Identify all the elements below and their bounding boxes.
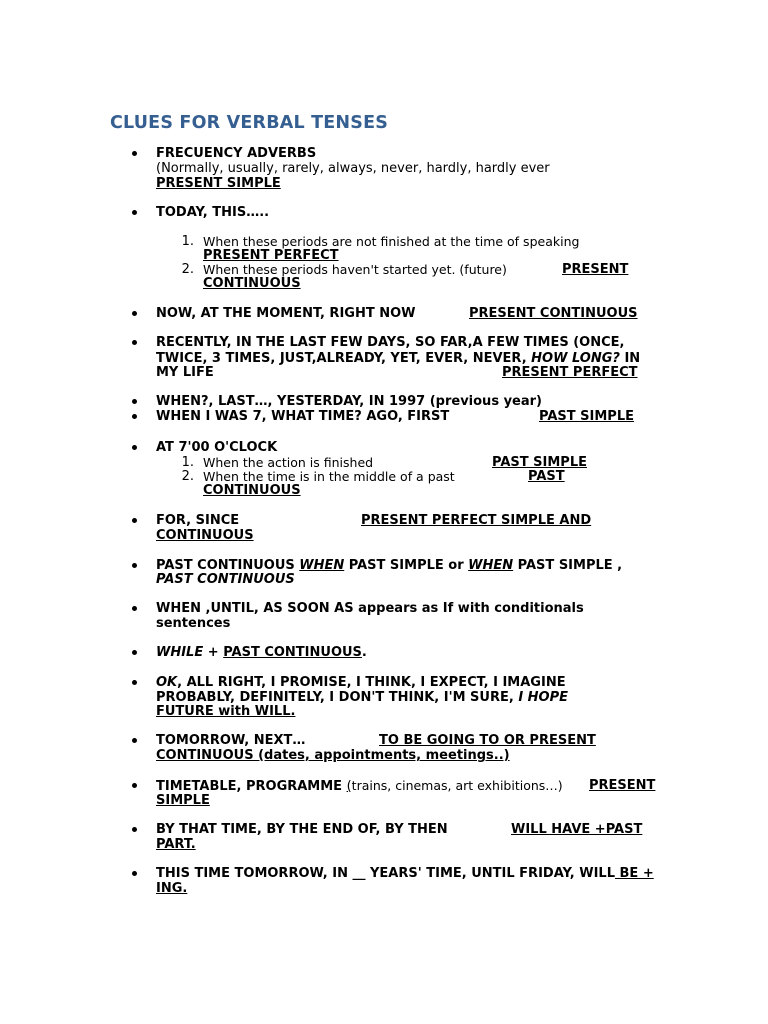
bullet-dot [132, 311, 137, 316]
bullet-dot [132, 606, 137, 611]
now-clue: NOW, AT THE MOMENT, RIGHT NOW [156, 306, 416, 321]
tense-future-continuous-cont: ING. [156, 881, 188, 896]
tense-future-perfect-cont: PART. [156, 837, 196, 852]
list-number: 2. [181, 262, 194, 277]
list-number: 1. [181, 455, 194, 470]
while-clue [156, 645, 367, 660]
future-will-text: PROBABLY, DEFINITELY, I DON'T THINK, I'M SURE, [156, 690, 519, 705]
future-will-clue-line2 [156, 690, 568, 705]
bullet-dot [132, 563, 137, 568]
list-number: 1. [181, 234, 194, 249]
future-will-text: , ALL RIGHT, I PROMISE, I THINK, I EXPECT, I IMAGINE [177, 675, 566, 690]
list-number: 2. [181, 469, 194, 484]
when-keyword: WHEN [468, 558, 514, 573]
tense-present-continuous-cont: CONTINUOUS [203, 276, 301, 291]
past-continuous-text: PAST CONTINUOUS [156, 558, 300, 573]
open-paren: ( [346, 779, 352, 794]
frequency-adverbs-heading: FRECUENCY ADVERBS [156, 146, 317, 161]
bullet-dot [132, 340, 137, 345]
tense-past-continuous-cont: CONTINUOUS [203, 483, 301, 498]
past-simple-or-text: PAST SIMPLE or [344, 558, 469, 573]
tense-continuous-cont: CONTINUOUS [156, 528, 254, 543]
today-this-heading: TODAY, THIS….. [156, 205, 270, 220]
tense-present-perfect: PRESENT PERFECT [502, 365, 638, 380]
conditionals-clue-line1: WHEN ,UNTIL, AS SOON AS appears as If with conditionals [156, 601, 584, 616]
recently-clue-line1: RECENTLY, IN THE LAST FEW DAYS, SO FAR,A FEW TIMES (ONCE, [156, 335, 625, 350]
future-will-clue-line1 [156, 675, 566, 690]
timetable-examples: trains, cinemas, art exhibitions…) [351, 778, 563, 793]
conditionals-clue-line2: sentences [156, 616, 231, 631]
tense-present-simple: PRESENT [589, 778, 656, 793]
list-item-text: When these periods haven't started yet. (future) [203, 262, 507, 277]
recently-clue-text: TWICE, 3 TIMES, JUST,ALREADY, YET, EVER, NEVER, [156, 351, 532, 366]
tense-present-simple-cont: SIMPLE [156, 793, 210, 808]
bullet-dot [132, 151, 137, 156]
tense-future-will: FUTURE with WILL. [156, 704, 296, 719]
tense-present-continuous: PRESENT CONTINUOUS [469, 306, 638, 321]
while-keyword: WHILE [156, 645, 204, 660]
tense-present-simple: PRESENT SIMPLE [156, 176, 281, 191]
past-simple-text: PAST SIMPLE , [513, 558, 623, 573]
timetable-clue [156, 778, 563, 794]
when-keyword: WHEN [299, 558, 345, 573]
list-item-text: When the action is finished [203, 455, 374, 470]
bullet-dot [132, 871, 137, 876]
recently-clue-line3: MY LIFE [156, 365, 214, 380]
tense-past-continuous: PAST [528, 469, 565, 484]
for-since-clue: FOR, SINCE [156, 513, 240, 528]
how-long-text: HOW LONG? [531, 351, 620, 366]
this-time-tomorrow-clue [156, 866, 654, 881]
tense-past-simple: PAST SIMPLE [492, 455, 587, 470]
recently-clue-line2 [156, 351, 640, 366]
by-that-time-clue: BY THAT TIME, BY THE END OF, BY THEN [156, 822, 448, 837]
bullet-dot [132, 680, 137, 685]
at-oclock-heading: AT 7'00 O'CLOCK [156, 440, 278, 455]
list-item-text: When these periods are not finished at the time of speaking [203, 234, 580, 249]
timetable-text: TIMETABLE, PROGRAMME [156, 779, 347, 794]
this-time-tomorrow-text: THIS TIME TOMORROW, IN __ YEARS' TIME, UNTIL FRIDAY, WILL [156, 866, 615, 881]
when-clauses-line2: PAST CONTINUOUS [156, 572, 295, 587]
bullet-dot [132, 210, 137, 215]
recently-clue-in: IN [619, 351, 641, 366]
period: . [361, 645, 367, 660]
tense-future-perfect: WILL HAVE +PAST [511, 822, 643, 837]
tense-past-simple: PAST SIMPLE [539, 409, 634, 424]
frequency-adverbs-list: (Normally, usually, rarely, always, never, hardly, hardly ever [156, 161, 550, 176]
tense-going-to: TO BE GOING TO OR PRESENT [379, 733, 596, 748]
tense-present-continuous: PRESENT [562, 262, 629, 277]
tense-present-perfect-simple-continuous: PRESENT PERFECT SIMPLE AND [361, 513, 592, 528]
plus-sign: + [203, 645, 224, 660]
list-item-text: When the time is in the middle of a past [203, 469, 455, 484]
bullet-dot [132, 650, 137, 655]
i-hope-text: I HOPE [518, 690, 569, 705]
when-i-was-clue: WHEN I WAS 7, WHAT TIME? AGO, FIRST [156, 409, 450, 424]
tense-going-to-cont: CONTINUOUS (dates, appointments, meetings..) [156, 748, 510, 763]
tomorrow-clue: TOMORROW, NEXT… [156, 733, 306, 748]
bullet-dot [132, 827, 137, 832]
tense-future-continuous: BE + [615, 866, 654, 881]
document-title: CLUES FOR VERBAL TENSES [110, 113, 389, 133]
bullet-dot [132, 399, 137, 404]
ok-keyword: OK [156, 675, 178, 690]
when-clauses-line1 [156, 558, 622, 573]
tense-present-perfect: PRESENT PERFECT [203, 248, 339, 263]
bullet-dot [132, 783, 137, 788]
bullet-dot [132, 738, 137, 743]
tense-past-continuous: PAST CONTINUOUS [223, 645, 362, 660]
bullet-dot [132, 518, 137, 523]
bullet-dot [132, 445, 137, 450]
when-last-clue: WHEN?, LAST…, YESTERDAY, IN 1997 (previous year) [156, 394, 542, 409]
bullet-dot [132, 414, 137, 419]
